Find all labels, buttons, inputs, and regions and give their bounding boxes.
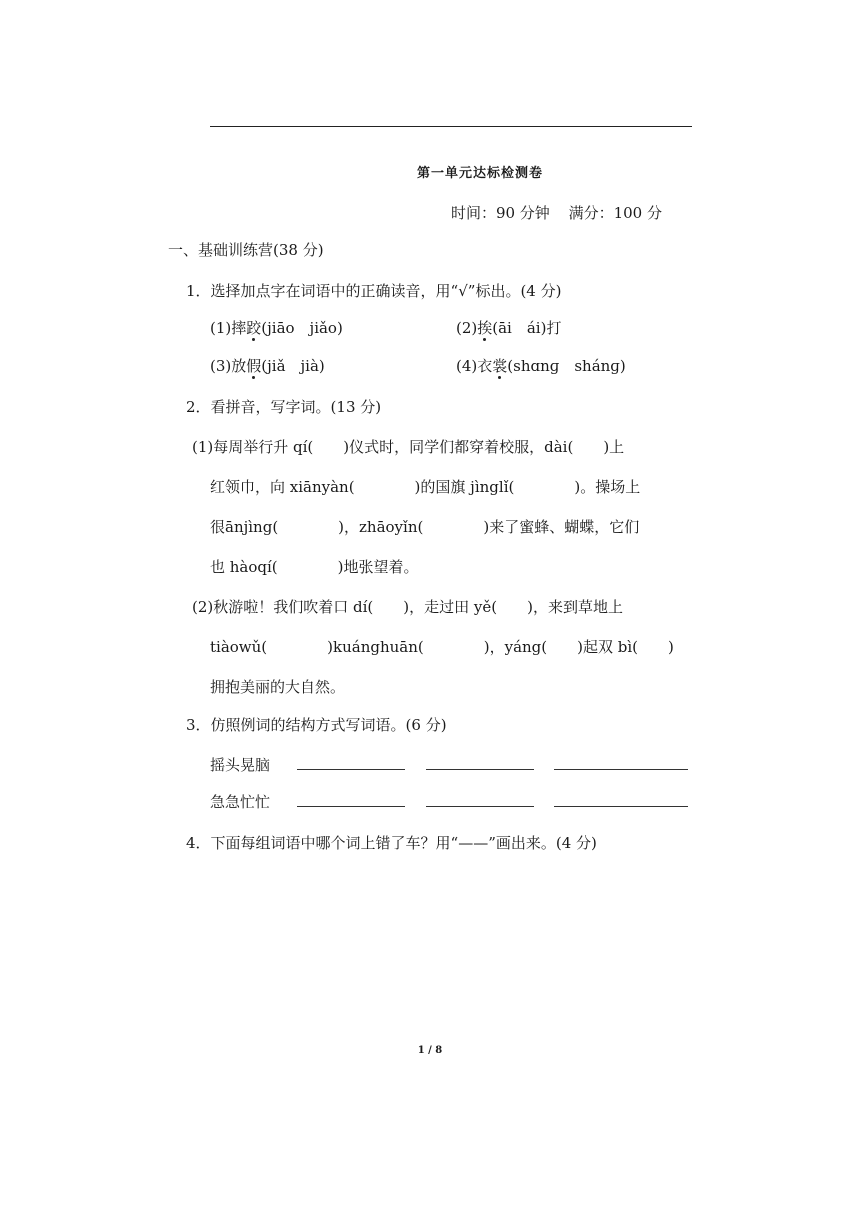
q4-prompt: 4．下面每组词语中哪个词上错了车？用“——”画出来。(4 分) (186, 834, 597, 852)
dotted-char: 裳 (492, 357, 508, 375)
q1-prompt: 1．选择加点字在词语中的正确读音，用“√”标出。(4 分) (186, 282, 562, 300)
answer-blank[interactable] (426, 755, 534, 770)
exam-title: 第一单元达标检测卷 (416, 166, 543, 181)
section-heading: 一、基础训练营(38 分) (168, 241, 324, 259)
time-limit: 时间：90 分钟 (450, 204, 550, 222)
q1-item-4: (4)衣裳(shɑnɡ shánɡ) (456, 357, 626, 375)
q1-item-2: (2)挨(āi ái)打 (456, 319, 562, 337)
q2-prompt: 2．看拼音，写字词。(13 分) (186, 398, 382, 416)
page-number: 1 / 8 (417, 1045, 443, 1056)
q3-prompt: 3．仿照例词的结构方式写词语。(6 分) (186, 716, 447, 734)
answer-blank[interactable] (426, 792, 534, 807)
header-rule (210, 126, 692, 127)
answer-blank[interactable] (554, 792, 688, 807)
dotted-char: 假 (246, 357, 262, 375)
q3-row-2 (210, 792, 688, 812)
dotted-char: 跤 (246, 319, 262, 337)
example-word: 急急忙忙 (210, 793, 271, 811)
exam-meta (437, 202, 662, 223)
answer-blank[interactable] (297, 792, 405, 807)
answer-blank[interactable] (554, 755, 688, 770)
full-score: 满分：100 分 (568, 204, 662, 222)
q1-item-1: (1)摔跤(jiāo jiǎo) (210, 319, 343, 337)
q2-p2-line2: tiàowǔ( )kuánghuān( )，yáng( )起双 bì( ) (210, 638, 674, 656)
q2-p1-line2: 红领巾，向 xiānyàn( )的国旗 jìnglǐ( )。操场上 (210, 478, 641, 496)
answer-blank[interactable] (297, 755, 405, 770)
q1-item-3: (3)放假(jiǎ jià) (210, 357, 325, 375)
q2-p1-line4: 也 hàoqí( )地张望着。 (210, 558, 419, 576)
example-word: 摇头晃脑 (210, 756, 271, 774)
q3-row-1 (210, 755, 688, 775)
q2-p2-line3: 拥抱美丽的大自然。 (210, 678, 346, 696)
dotted-char: 挨 (477, 319, 493, 337)
q2-p1-line1: (1)每周举行升 qí( )仪式时，同学们都穿着校服，dài( )上 (192, 438, 625, 456)
q2-p2-line1: (2)秋游啦！我们吹着口 dí( )，走过田 yě( )，来到草地上 (192, 598, 623, 616)
q2-p1-line3: 很ānjìng( )，zhāoyǐn( )来了蜜蜂、蝴蝶，它们 (210, 518, 640, 536)
